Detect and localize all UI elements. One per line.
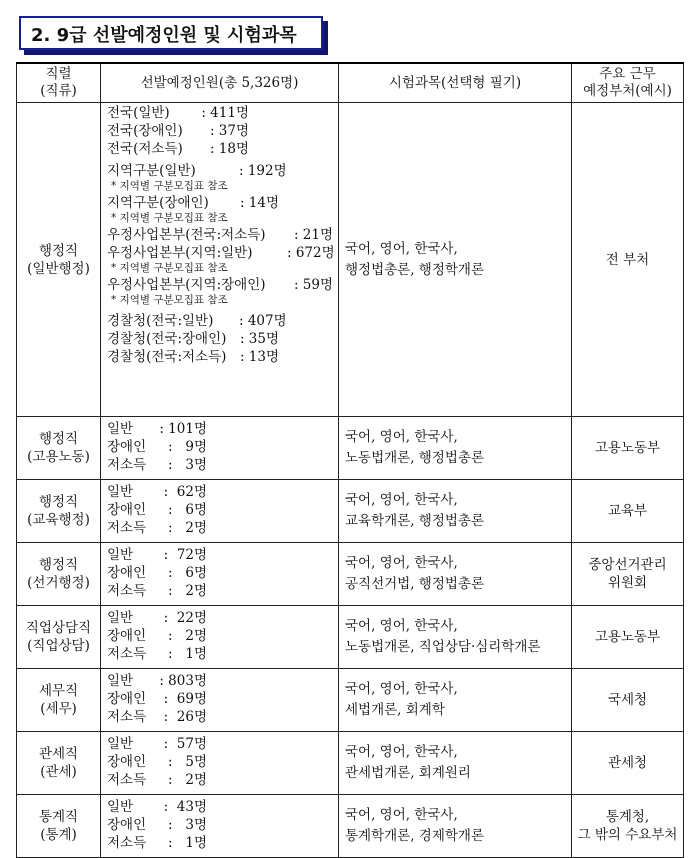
subject-line: 국어, 영어, 한국사, (345, 492, 458, 508)
quota-value: : 22명 (163, 610, 207, 626)
table-row (17, 669, 684, 732)
series-text: (세무) (40, 701, 77, 717)
subjects-cell (339, 732, 572, 795)
quota-line (107, 753, 338, 771)
quota-value: : 59명 (293, 277, 333, 293)
quota-value: : 3명 (167, 457, 207, 473)
quota-label: 일반 (107, 799, 134, 815)
series-text: 행정직 (38, 557, 79, 573)
quota-label: 우정사업본부(전국:저소득) (107, 227, 266, 243)
department-line: 통계청, (605, 809, 650, 825)
quota-label: 장애인 (107, 754, 147, 770)
quota-value: : 101명 (159, 421, 207, 437)
quota-label: 일반 (107, 610, 134, 626)
quota-line (107, 244, 338, 262)
quota-cell (101, 103, 339, 417)
section-title: 2. 9급 선발예정인원 및 시험과목 (31, 25, 297, 46)
series-cell (17, 606, 101, 669)
quota-label: 우정사업본부(지역:일반) (107, 245, 253, 261)
header-series: 직렬 (직류) (17, 63, 101, 103)
quota-label: 장애인 (107, 439, 147, 455)
quota-line (107, 546, 338, 564)
header-quota: 선발예정인원(총 5,326명) (101, 63, 339, 103)
department-line: 그 밖의 수요부처 (577, 827, 678, 843)
series-text: 직업상담직 (25, 620, 92, 636)
quota-value: : 14명 (239, 195, 279, 211)
quota-note: * 지역별 구분모집표 참조 (111, 212, 228, 224)
quota-line (107, 582, 338, 600)
section-title-box (19, 16, 323, 50)
quota-cell (101, 543, 339, 606)
quota-line (107, 140, 338, 158)
table-row (17, 417, 684, 480)
series-text: 행정직 (38, 494, 79, 510)
subject-line: 교육학개론, 행정법총론 (345, 513, 484, 529)
series-text: 관세직 (38, 746, 79, 762)
table-row (17, 606, 684, 669)
quota-label: 장애인 (107, 691, 147, 707)
table-row (17, 480, 684, 543)
quota-line (107, 162, 338, 180)
department-cell (572, 606, 684, 669)
series-text: (선거행정) (27, 575, 90, 591)
quota-label: 일반 (107, 484, 134, 500)
quota-cell (101, 732, 339, 795)
quota-value: : 35명 (239, 331, 279, 347)
quota-label: 장애인 (107, 502, 147, 518)
recruitment-table (16, 62, 684, 858)
quota-line (107, 690, 338, 708)
quota-line (107, 456, 338, 474)
department-cell (572, 795, 684, 858)
quota-label: 장애인 (107, 628, 147, 644)
quota-label: 장애인 (107, 565, 147, 581)
department-line: 교육부 (607, 503, 648, 519)
department-line: 위원회 (607, 575, 648, 591)
subjects-cell: 국어, 영어, 한국사, 행정법총론, 행정학개론 (339, 103, 572, 417)
quota-label: 저소득 (107, 835, 147, 851)
quota-value: : 43명 (163, 799, 207, 815)
quota-label: 저소득 (107, 772, 147, 788)
subject-line: 노동법개론, 직업상담·심리학개론 (345, 639, 541, 655)
subject-line: 노동법개론, 행정법총론 (345, 450, 484, 466)
quota-label: 우정사업본부(지역:장애인) (107, 277, 266, 293)
department-cell: 전 부처 (572, 103, 684, 417)
quota-label: 전국(일반) (107, 105, 170, 121)
department-cell (572, 417, 684, 480)
quota-label: 저소득 (107, 457, 147, 473)
series-cell (17, 732, 101, 795)
quota-value: : 13명 (239, 349, 279, 365)
quota-line (107, 483, 338, 501)
quota-cell (101, 606, 339, 669)
quota-value: : 18명 (209, 141, 249, 157)
quota-value: : 1명 (167, 646, 207, 662)
quota-line (107, 501, 338, 519)
quota-value: : 407명 (239, 313, 287, 329)
quota-value: : 62명 (163, 484, 207, 500)
series-text: 세무직 (38, 683, 79, 699)
quota-line (107, 609, 338, 627)
department-cell (572, 480, 684, 543)
subject-line: 세법개론, 회계학 (345, 702, 445, 718)
header-department: 주요 근무 예정부처(예시) (572, 63, 684, 103)
subjects-cell (339, 417, 572, 480)
quota-cell (101, 795, 339, 858)
quota-line (107, 276, 338, 294)
series-cell (17, 669, 101, 732)
table-row (17, 103, 684, 417)
department-cell (572, 669, 684, 732)
quota-line (107, 735, 338, 753)
series-cell (17, 417, 101, 480)
quota-value: : 26명 (163, 709, 207, 725)
quota-value: : 3명 (167, 817, 207, 833)
subjects-cell (339, 606, 572, 669)
quota-label: 지역구분(일반) (107, 163, 196, 179)
quota-line (107, 771, 338, 789)
quota-label: 저소득 (107, 709, 147, 725)
quota-note: * 지역별 구분모집표 참조 (111, 262, 228, 274)
subject-line: 국어, 영어, 한국사, (345, 744, 458, 760)
subjects-cell (339, 543, 572, 606)
quota-line (107, 104, 338, 122)
subject-line: 공직선거법, 행정법총론 (345, 576, 484, 592)
series-text: (고용노동) (27, 449, 90, 465)
quota-line (107, 798, 338, 816)
quota-value: : 37명 (209, 123, 249, 139)
quota-line (107, 312, 338, 330)
table-row (17, 732, 684, 795)
quota-line (107, 645, 338, 663)
quota-line (107, 330, 338, 348)
series-cell (17, 543, 101, 606)
quota-value: : 6명 (167, 502, 207, 518)
quota-label: 경찰청(전국:저소득) (107, 349, 227, 365)
quota-line (107, 627, 338, 645)
subject-line: 국어, 영어, 한국사, (345, 555, 458, 571)
quota-label: 저소득 (107, 583, 147, 599)
quota-line (107, 519, 338, 537)
quota-value: : 6명 (167, 565, 207, 581)
quota-note: * 지역별 구분모집표 참조 (111, 294, 228, 306)
quota-line (107, 194, 338, 212)
series-cell (17, 480, 101, 543)
table-row (17, 795, 684, 858)
quota-value: : 9명 (167, 439, 207, 455)
subjects-cell (339, 795, 572, 858)
quota-label: 일반 (107, 421, 134, 437)
quota-label: 일반 (107, 673, 134, 689)
department-cell (572, 543, 684, 606)
quota-line (107, 122, 338, 140)
quota-line (107, 226, 338, 244)
quota-value: : 2명 (167, 520, 207, 536)
quota-value: : 2명 (167, 772, 207, 788)
quota-line (107, 816, 338, 834)
subjects-cell (339, 480, 572, 543)
quota-value: : 21명 (293, 227, 333, 243)
series-text: (직업상담) (27, 638, 90, 654)
header-row (17, 63, 684, 103)
series-text: (교육행정) (27, 512, 90, 528)
quota-value: : 69명 (163, 691, 207, 707)
header-subjects: 시험과목(선택형 필기) (339, 63, 572, 103)
quota-label: 경찰청(전국:장애인) (107, 331, 227, 347)
subject-line: 국어, 영어, 한국사, (345, 681, 458, 697)
quota-value: : 72명 (163, 547, 207, 563)
department-line: 국세청 (607, 692, 648, 708)
quota-value: : 411명 (201, 105, 249, 121)
department-line: 고용노동부 (594, 440, 661, 456)
subject-line: 국어, 영어, 한국사, (345, 429, 458, 445)
series-cell (17, 795, 101, 858)
quota-label: 전국(장애인) (107, 123, 183, 139)
department-line: 관세청 (607, 755, 648, 771)
quota-line (107, 564, 338, 582)
series-text: (통계) (40, 827, 77, 843)
quota-line (107, 672, 338, 690)
quota-value: : 2명 (167, 628, 207, 644)
quota-label: 장애인 (107, 817, 147, 833)
quota-label: 일반 (107, 547, 134, 563)
series-cell: 행정직 (일반행정) (17, 103, 101, 417)
quota-label: 지역구분(장애인) (107, 195, 209, 211)
department-line: 중앙선거관리 (588, 557, 667, 573)
quota-cell (101, 669, 339, 732)
subjects-cell (339, 669, 572, 732)
department-line: 고용노동부 (594, 629, 661, 645)
quota-line (107, 438, 338, 456)
quota-value: : 672명 (287, 245, 335, 261)
quota-label: 저소득 (107, 646, 147, 662)
quota-value: : 1명 (167, 835, 207, 851)
quota-value: : 57명 (163, 736, 207, 752)
series-text: 통계직 (38, 809, 79, 825)
series-text: 행정직 (38, 431, 79, 447)
subject-line: 국어, 영어, 한국사, (345, 807, 458, 823)
quota-cell (101, 417, 339, 480)
quota-label: 일반 (107, 736, 134, 752)
quota-line (107, 420, 338, 438)
quota-value: : 2명 (167, 583, 207, 599)
quota-line (107, 708, 338, 726)
table-row (17, 543, 684, 606)
quota-value: : 5명 (167, 754, 207, 770)
subject-line: 관세법개론, 회계원리 (345, 765, 471, 781)
quota-note: * 지역별 구분모집표 참조 (111, 180, 228, 192)
department-cell (572, 732, 684, 795)
quota-value: : 803명 (159, 673, 207, 689)
quota-cell (101, 480, 339, 543)
subject-line: 국어, 영어, 한국사, (345, 618, 458, 634)
quota-line (107, 834, 338, 852)
quota-label: 전국(저소득) (107, 141, 183, 157)
quota-line (107, 348, 338, 366)
quota-value: : 192명 (239, 163, 287, 179)
quota-label: 경찰청(전국:일반) (107, 313, 214, 329)
quota-label: 저소득 (107, 520, 147, 536)
subject-line: 통계학개론, 경제학개론 (345, 828, 484, 844)
series-text: (관세) (40, 764, 77, 780)
